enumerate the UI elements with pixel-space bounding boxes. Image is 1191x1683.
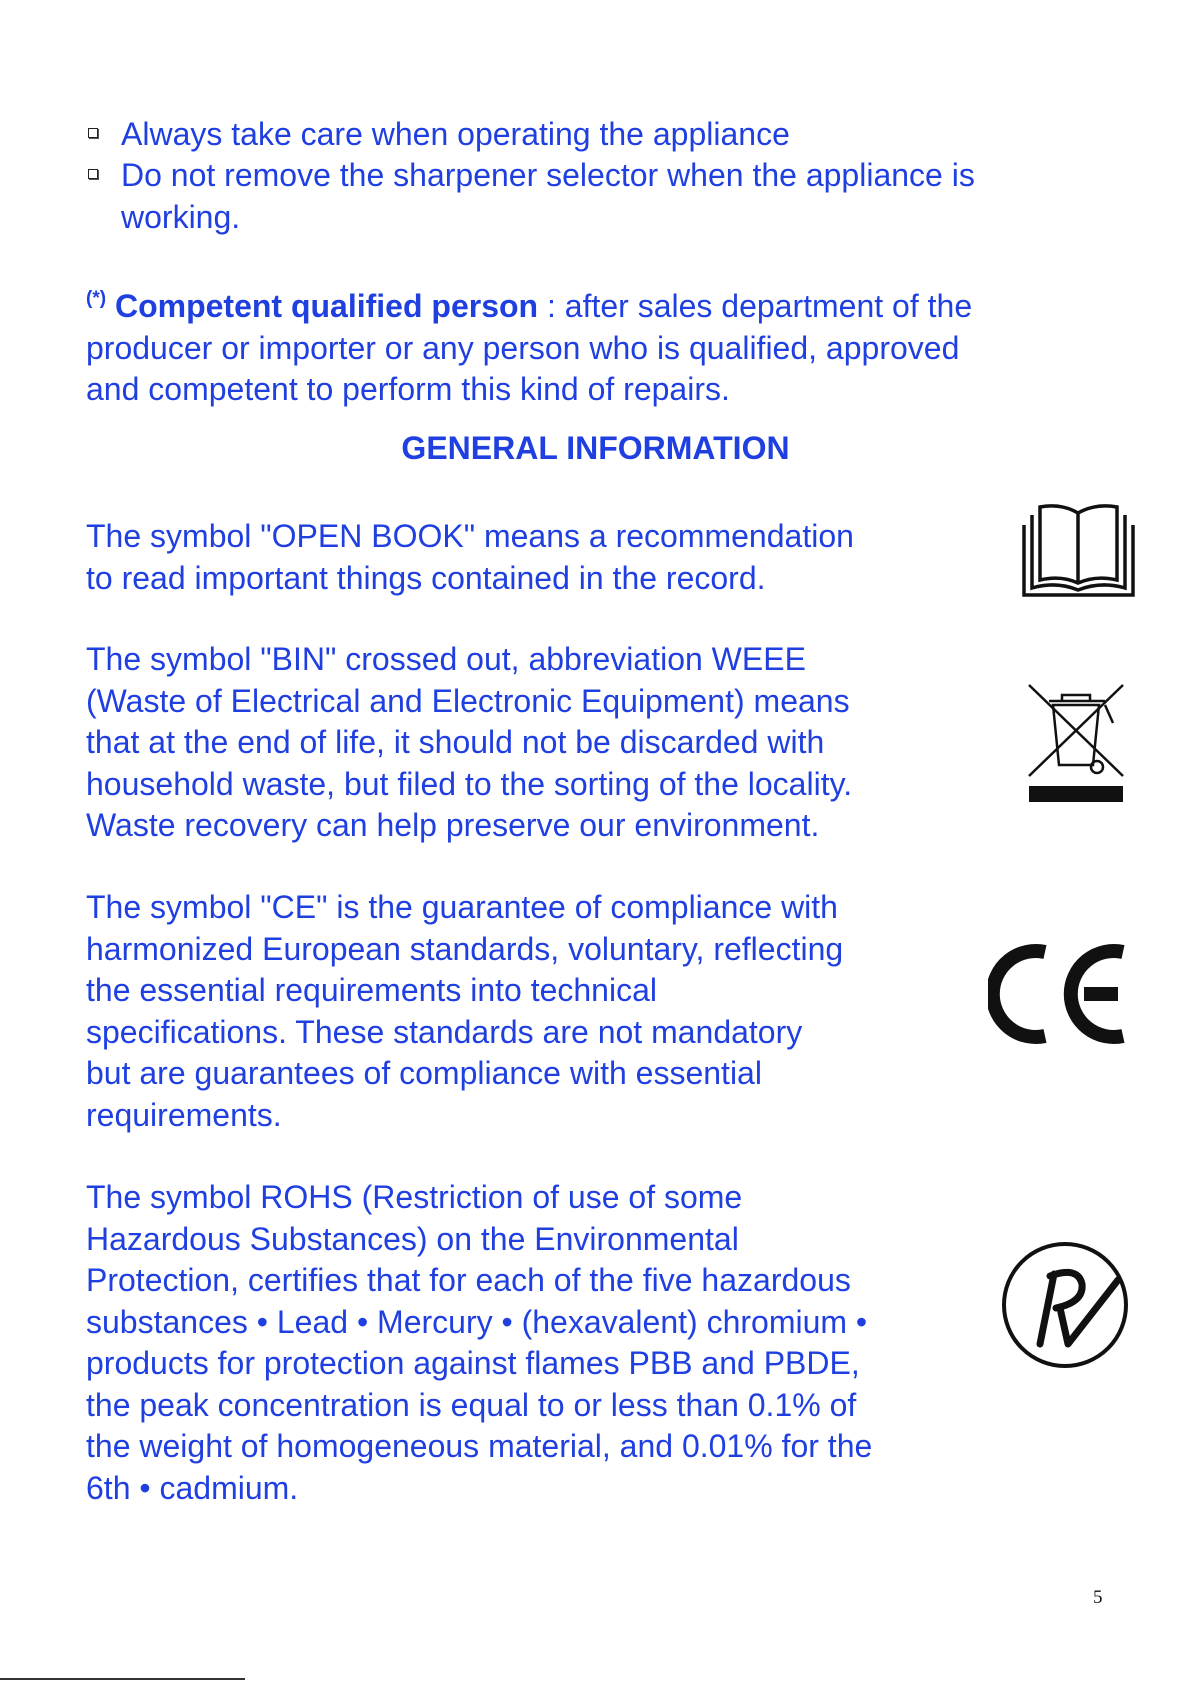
note-text: : after sales department of the xyxy=(538,288,973,324)
note-text: producer or importer or any person who is qualified, approved xyxy=(86,329,960,366)
paragraph-line: harmonized European standards, voluntary, reflecting xyxy=(86,930,844,967)
bullet-text: working. xyxy=(121,198,241,235)
paragraph-line: the essential requirements into technical xyxy=(86,972,657,1008)
section-heading: GENERAL INFORMATION xyxy=(401,430,790,466)
paragraph-line: that at the end of life, it should not be discarded with xyxy=(86,724,825,760)
paragraph-line: but are guarantees of compliance with essential xyxy=(86,1055,762,1091)
paragraph-line: the peak concentration is equal to or less than 0.1% of xyxy=(86,1386,857,1423)
paragraph-line: Protection, certifies that for each of the five hazardous xyxy=(86,1262,851,1298)
rohs-paragraph xyxy=(86,1177,872,1509)
paragraph-line: The symbol ROHS (Restriction of use of some xyxy=(86,1179,743,1215)
ce-paragraph xyxy=(86,887,843,1136)
footnote-marker: (*) xyxy=(86,288,107,309)
ce-mark-icon xyxy=(988,943,1130,1045)
paragraph-line: products for protection against flames PBB and PBDE, xyxy=(86,1345,860,1381)
checkbox-bullet-icon xyxy=(88,128,98,138)
paragraph-line: (Waste of Electrical and Electronic Equipment) means xyxy=(86,682,850,719)
weee-paragraph xyxy=(86,639,852,847)
bullet-text: Always take care when operating the appliance xyxy=(121,116,790,152)
paragraph-line: household waste, but filed to the sorting of the locality. xyxy=(86,765,853,802)
qualified-person-note xyxy=(86,278,972,411)
paragraph-line: 6th • cadmium. xyxy=(86,1469,299,1506)
crossed-bin-icon xyxy=(1027,683,1127,803)
paragraph-line: specifications. These standards are not mandatory xyxy=(86,1013,803,1050)
checkbox-bullet-icon xyxy=(88,169,98,179)
bullet-text: Do not remove the sharpener selector when the appliance is xyxy=(121,157,975,193)
rohs-mark-icon xyxy=(1000,1240,1130,1370)
paragraph-line: to read important things contained in the record. xyxy=(86,559,766,596)
paragraph-line: The symbol "OPEN BOOK" means a recommendation xyxy=(86,518,854,554)
paragraph-line: The symbol "BIN" crossed out, abbreviation WEEE xyxy=(86,641,806,677)
open-book-icon xyxy=(1021,503,1136,598)
paragraph-line: Waste recovery can help preserve our environment. xyxy=(86,807,820,843)
paragraph-line: the weight of homogeneous material, and 0.01% for the xyxy=(86,1428,873,1464)
footer-divider xyxy=(0,1678,245,1680)
open-book-paragraph xyxy=(86,516,854,599)
paragraph-line: Hazardous Substances) on the Environmental xyxy=(86,1220,739,1257)
paragraph-line: The symbol "CE" is the guarantee of compliance with xyxy=(86,889,838,925)
paragraph-line: requirements. xyxy=(86,1096,282,1133)
page-number: 5 xyxy=(1093,1587,1103,1608)
note-text: and competent to perform this kind of repairs. xyxy=(86,371,730,407)
paragraph-line: substances • Lead • Mercury • (hexavalent) chromium • xyxy=(86,1303,868,1340)
note-term: Competent qualified person xyxy=(114,288,539,324)
